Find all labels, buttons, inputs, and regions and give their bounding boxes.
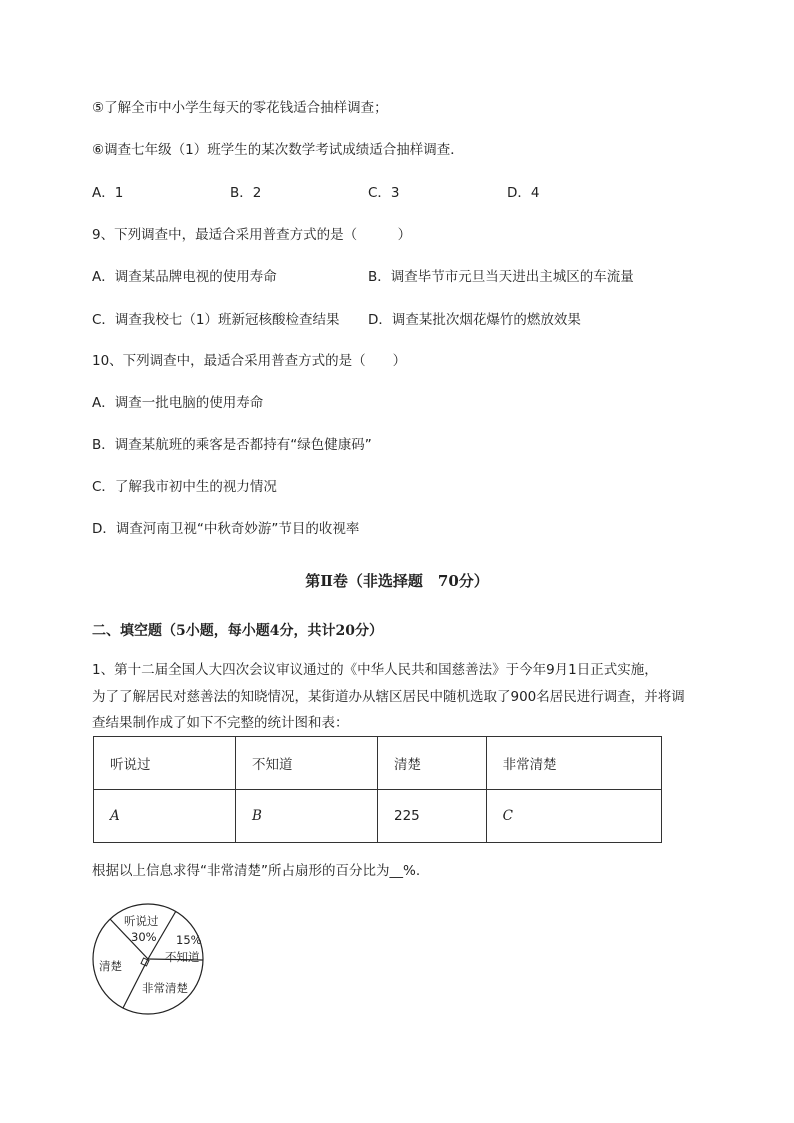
section-2-title: 第Ⅱ卷（非选择题 70分） <box>305 572 489 590</box>
part-2-title: 二、填空题（5小题，每小题4分，共计20分） <box>92 623 383 639</box>
statement-6: ⑥调查七年级（1）班学生的某次数学考试成绩适合抽样调查． <box>92 142 464 158</box>
table-header-cell: 非常清楚 <box>486 737 661 790</box>
fill1-question: 根据以上信息求得“非常清楚”所占扇形的百分比为__%. <box>92 863 421 879</box>
q9-option-c: C．调查我校七（1）班新冠核酸检查结果 <box>92 312 340 328</box>
q9-option-b: B．调查毕节市元旦当天进出主城区的车流量 <box>368 269 634 285</box>
q8-option-b: B．2 <box>230 185 262 201</box>
statement-5: ⑤了解全市中小学生每天的零花钱适合抽样调查； <box>92 100 388 116</box>
q10-option-c: C．了解我市初中生的视力情况 <box>92 479 277 495</box>
fill1-line-1: 1、第十二届全国人大四次会议审议通过的《中华人民共和国慈善法》于今年9月1日正式实施， <box>92 662 658 678</box>
q9-option-d: D．调查某批次烟花爆竹的燃放效果 <box>368 312 581 328</box>
q9-option-a: A．调查某品牌电视的使用寿命 <box>92 269 277 285</box>
q8-option-a: A．1 <box>92 185 124 201</box>
fill1-line-2: 为了了解居民对慈善法的知晓情况，某街道办从辖区居民中随机选取了900名居民进行调查，并将调 <box>92 689 685 705</box>
table-header-cell: 听说过 <box>94 737 236 790</box>
table-value-cell: C <box>486 790 661 843</box>
q10-stem: 10、下列调查中，最适合采用普查方式的是（ ） <box>92 353 407 369</box>
table-header-cell: 清楚 <box>378 737 487 790</box>
pie-value-unknown: 15% <box>176 933 202 947</box>
table-header-row <box>94 737 662 790</box>
fill1-line-3: 查结果制作成了如下不完整的统计图和表： <box>92 715 349 731</box>
q10-option-a: A．调查一批电脑的使用寿命 <box>92 395 264 411</box>
pie-chart <box>90 903 215 1015</box>
table-value-cell: 225 <box>378 790 487 843</box>
pie-label-unknown: 不知道 <box>165 950 200 964</box>
table-value-row <box>94 790 662 843</box>
table-value-cell: A <box>94 790 236 843</box>
survey-table <box>93 736 662 843</box>
q8-option-d: D．4 <box>507 185 540 201</box>
table-header-cell: 不知道 <box>236 737 378 790</box>
pie-label-clear: 清楚 <box>99 959 122 973</box>
pie-label-heard: 听说过 <box>124 914 159 928</box>
q10-option-d: D．调查河南卫视“中秋奇妙游”节目的收视率 <box>92 521 360 537</box>
q10-option-b: B．调查某航班的乘客是否都持有“绿色健康码” <box>92 437 372 453</box>
table-value-cell: B <box>236 790 378 843</box>
q8-option-c: C．3 <box>368 185 400 201</box>
pie-label-very-clear: 非常清楚 <box>142 981 188 995</box>
pie-value-heard: 30% <box>131 930 157 944</box>
q9-stem: 9、下列调查中，最适合采用普查方式的是（ ） <box>92 227 412 243</box>
